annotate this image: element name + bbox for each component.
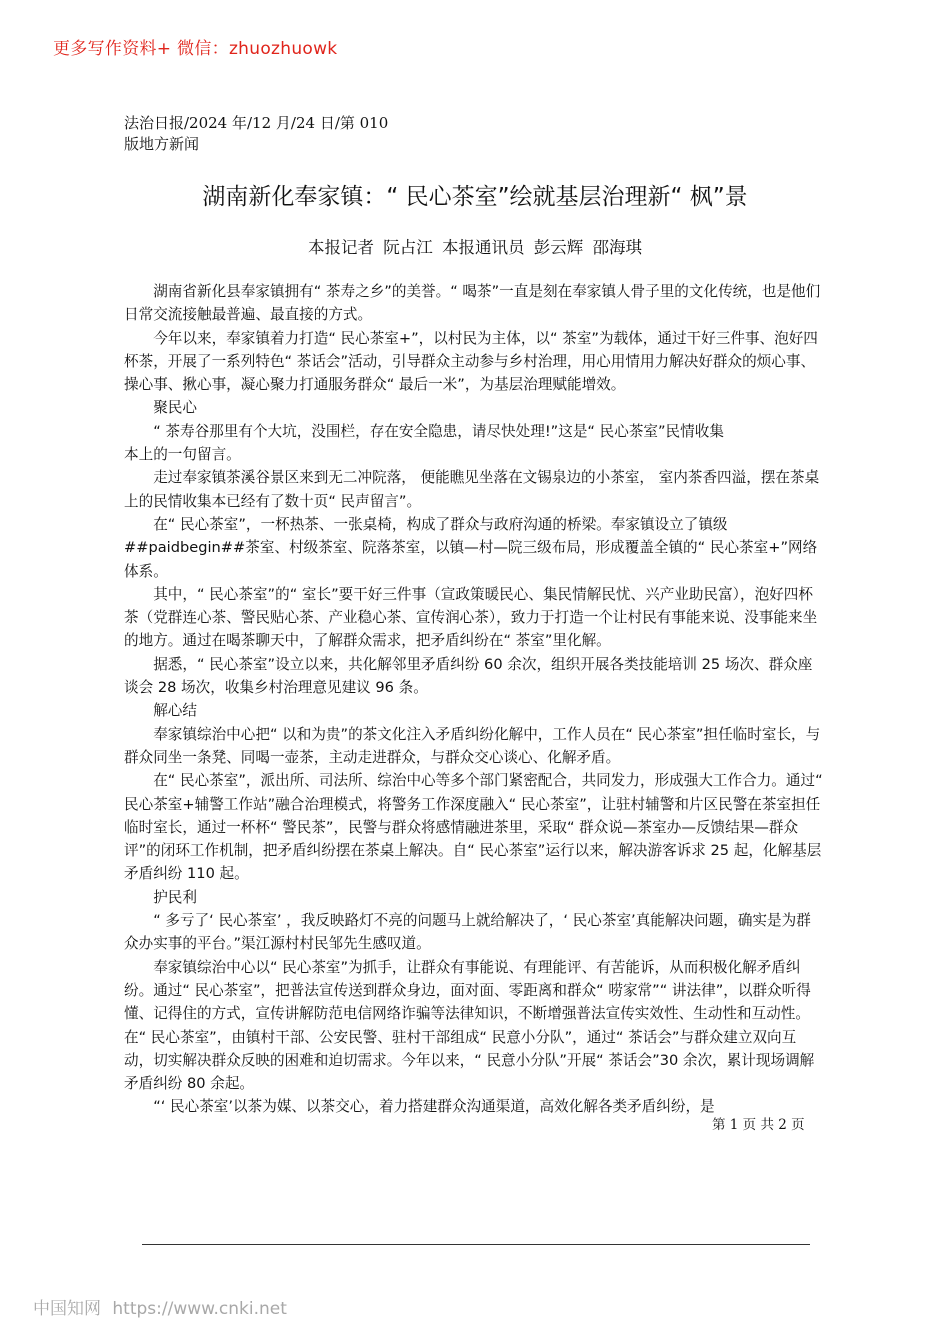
paragraph: 其中，“ 民心茶室”的“ 室长”要干好三件事（宣政策暖民心、集民情解民忧、兴产业助民富），泡好四杯茶（党群连心茶、警民贴心茶、产业稳心茶、宣传润心茶），致力于打造一个让村民有事能来说、没事能来坐的地方。通过在喝茶聊天中，了解群众需求，把矛盾纠纷在“ 茶室”里化解。 xyxy=(124,585,818,650)
source-line-1: 法治日报/2024 年/12 月/24 日/第 010 xyxy=(124,114,389,132)
promo-banner[interactable]: 更多写作资料+ 微信：zhuozhuowk xyxy=(53,39,338,59)
footer-divider xyxy=(142,1244,810,1245)
section-heading: 聚民心 xyxy=(153,399,197,417)
paragraph: 本上的一句留言。 xyxy=(124,446,241,464)
article-title: 湖南新化奉家镇：“ 民心茶室”绘就基层治理新“ 枫”景 xyxy=(202,184,748,210)
paragraph: 湖南省新化县奉家镇拥有“ 茶寿之乡”的美誉。“ 喝茶”一直是刻在奉家镇人骨子里的文化传统，也是他们日常交流接触最普遍、最直接的方式。 xyxy=(124,283,821,324)
section-heading: 护民利 xyxy=(153,888,197,906)
source-line-2: 版地方新闻 xyxy=(124,135,200,153)
page-number: 第 1 页 共 2 页 xyxy=(712,1117,805,1133)
paragraph: 据悉，“ 民心茶室”设立以来，共化解邻里矛盾纠纷 60 余次，组织开展各类技能培训 25 场次、群众座谈会 28 场次，收集乡村治理意见建议 96 条。 xyxy=(124,655,813,697)
paragraph: 今年以来，奉家镇着力打造“ 民心茶室+”，以村民为主体，以“ 茶室”为载体，通过干好三件事、泡好四杯茶，开展了一系列特色“ 茶话会”活动，引导群众主动参与乡村治理，用心用情用力解决好群众的烦心事、操心事、揪心事，凝心聚力打通服务群众“ 最后一米”，为基层治理赋能增效。 xyxy=(124,329,818,394)
paragraph: 奉家镇综治中心以“ 民心茶室”为抓手，让群众有事能说、有理能评、有苦能诉，从而积极化解矛盾纠纷。通过“ 民心茶室”，把普法宣传送到群众身边，面对面、零距离和群众“ 唠家常”“ 讲法律”，以群众听得懂、记得住的方式，宣传讲解防范电信网络诈骗等法律知识，不断增强普法宣传实效性、生动性和互动性。在“ 民心茶室”，由镇村干部、公安民警、驻村干部组成“ 民意小分队”，通过“ 茶话会”与群众建立双向互动，切实解决群众反映的困难和迫切需求。今年以来，“ 民意小分队”开展“ 茶话会”30 余次，累计现场调解矛盾纠纷 80 余起。 xyxy=(124,958,815,1093)
paragraph: “ 茶寿谷那里有个大坑，没围栏，存在安全隐患，请尽快处理!”这是“ 民心茶室”民情收集 xyxy=(153,422,724,440)
paragraph: 在“ 民心茶室”，一杯热茶、一张桌椅，构成了群众与政府沟通的桥梁。奉家镇设立了镇级##paidbegin##茶室、村级茶室、院落茶室，以镇—村—院三级布局，形成覆盖全镇的“ 民心茶室+”网络体系。 xyxy=(124,515,818,580)
paragraph: 在“ 民心茶室”，派出所、司法所、综治中心等多个部门紧密配合，共同发力，形成强大工作合力。通过“ 民心茶室+辅警工作站”融合治理模式，将警务工作深度融入“ 民心茶室”，让驻村辅警和片区民警在茶室担任临时室长，通过一杯杯“ 警民茶”，民警与群众将感情融进茶里，采取“ 群众说—茶室办—反馈结果—群众评”的闭环工作机制，把矛盾纠纷摆在茶桌上解决。自“ 民心茶室”运行以来，解决游客诉求 25 起，化解基层矛盾纠纷 110 起。 xyxy=(124,772,823,883)
article-body xyxy=(124,280,824,1119)
cnki-watermark: 中国知网 https://www.cnki.net xyxy=(33,1299,287,1319)
section-heading: 解心结 xyxy=(153,702,197,720)
paragraph: 奉家镇综治中心把“ 以和为贵”的茶文化注入矛盾纠纷化解中，工作人员在“ 民心茶室”担任临时室长，与群众同坐一条凳、同喝一壶茶，主动走进群众，与群众交心谈心、化解矛盾。 xyxy=(124,725,821,766)
byline: 本报记者 阮占江 本报通讯员 彭云辉 邵海琪 xyxy=(308,238,642,257)
paragraph: “‘ 民心茶室’以茶为媒、以茶交心，着力搭建群众沟通渠道，高效化解各类矛盾纠纷，是 xyxy=(153,1098,715,1116)
source-info xyxy=(124,113,424,155)
paragraph: 走过奉家镇茶溪谷景区来到无二冲院落， 便能瞧见坐落在文锡泉边的小茶室， 室内茶香四溢，摆在茶桌上的民情收集本已经有了数十页“ 民声留言”。 xyxy=(124,469,820,510)
paragraph: “ 多亏了‘ 民心茶室’ ，我反映路灯不亮的问题马上就给解决了，‘ 民心茶室’真能解决问题，确实是为群众办实事的平台。”渠江源村村民邹先生感叹道。 xyxy=(124,912,811,953)
